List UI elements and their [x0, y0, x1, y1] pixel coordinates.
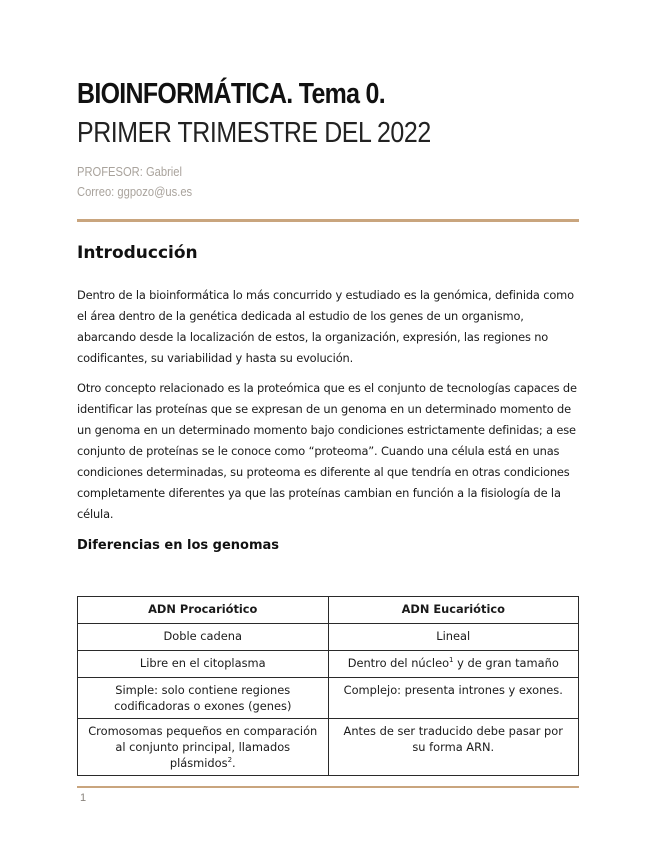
document-title: BIOINFORMÁTICA. Tema 0.: [77, 78, 385, 110]
intro-heading: Introducción: [77, 243, 198, 263]
email-line: Correo: ggpozo@us.es: [77, 184, 193, 199]
footnote-ref-1[interactable]: 1: [449, 656, 454, 665]
cell-text-tail: .: [232, 756, 236, 770]
table-cell: [78, 719, 329, 776]
cell-text: Cromosomas pequeños en comparación al conjunto principal, llamados plásmidos: [88, 724, 318, 770]
cell-text: Dentro del núcleo: [347, 656, 450, 670]
footnote-ref-2[interactable]: 2: [227, 756, 233, 765]
professor-line: PROFESOR: Gabriel: [77, 164, 183, 179]
table-header-row: [78, 597, 579, 624]
table-cell: Doble cadena: [78, 624, 329, 651]
header-divider: [77, 219, 579, 222]
genome-comparison-table: [77, 596, 579, 776]
table-cell: Complejo: presenta intrones y exones.: [328, 678, 579, 719]
intro-paragraph-1: Dentro de la bioinformática lo más concurrido y estudiado es la genómica, definida como el área dentro de la genética dedicada al estudio de los genes de un organismo, abarcando desde la localización de estos, la organización, expresión, las regiones no codificantes, su variabilidad y hasta su evolución.: [77, 288, 574, 365]
table-row: [78, 651, 579, 678]
intro-paragraph-2: Otro concepto relacionado es la proteómica que es el conjunto de tecnologías capaces de identificar las proteínas que se expresan de un genoma en un determinado momento de un genoma en un determinado momento bajo condiciones estrictamente definidas; a ese conjunto de proteínas se le conoce como “proteoma”. Cuando una célula está en unas condiciones determinadas, su proteoma es diferente al que tendría en otras condiciones completamente diferentes ya que las proteínas cambian en función a la fisiología de la célula.: [77, 381, 577, 521]
table-cell: Antes de ser traducido debe pasar por su forma ARN.: [328, 719, 579, 776]
document-subtitle: PRIMER TRIMESTRE DEL 2022: [77, 117, 431, 149]
table-row: [78, 624, 579, 651]
genome-differences-heading: Diferencias en los genomas: [77, 538, 280, 553]
footer-divider: [77, 786, 579, 788]
cell-text-tail: y de gran tamaño: [453, 656, 559, 670]
table-row: [78, 678, 579, 719]
table-cell: Libre en el citoplasma: [78, 651, 329, 678]
table-cell: Simple: solo contiene regiones codificadoras o exones (genes): [78, 678, 329, 719]
column-header-eukaryotic: ADN Eucariótico: [328, 597, 579, 624]
table-row: [78, 719, 579, 776]
table-cell: [328, 651, 579, 678]
table-cell: Lineal: [328, 624, 579, 651]
page-number: 1: [80, 792, 87, 804]
column-header-prokaryotic: ADN Procariótico: [78, 597, 329, 624]
